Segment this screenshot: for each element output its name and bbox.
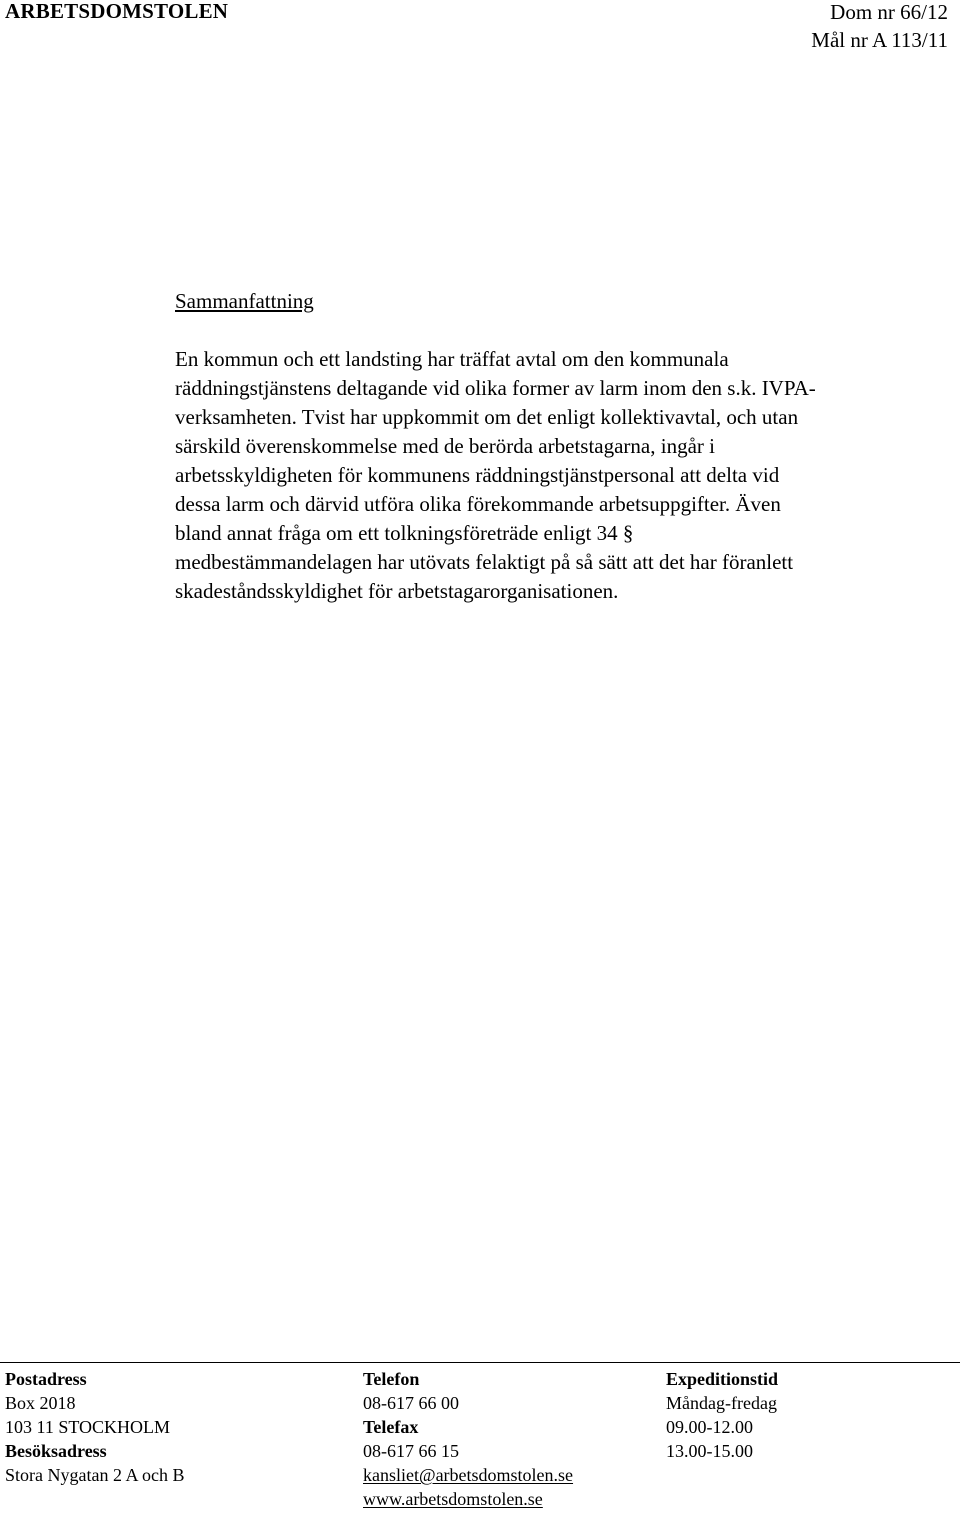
- summary-body: [175, 345, 920, 606]
- fax-number: 08-617 66 15: [363, 1441, 459, 1461]
- phone-number: 08-617 66 00: [363, 1393, 459, 1413]
- summary-line: bland annat fråga om ett tolkningsföreträde enligt 34 §: [175, 521, 634, 545]
- summary-line: verksamheten. Tvist har uppkommit om det enligt kollektivavtal, och utan: [175, 405, 799, 429]
- footer-postal-column: [5, 1367, 184, 1487]
- email-link[interactable]: kansliet@arbetsdomstolen.se: [363, 1465, 574, 1485]
- visiting-address-label: Besöksadress: [5, 1441, 107, 1461]
- phone-label: Telefon: [363, 1369, 420, 1389]
- case-number: Mål nr A 113/11: [811, 28, 948, 52]
- summary-line: räddningstjänstens deltagande vid olika former av larm inom den s.k. IVPA-: [175, 376, 816, 400]
- summary-line: arbetsskyldigheten för kommunens räddningstjänstpersonal att delta vid: [175, 463, 780, 487]
- fax-label: Telefax: [363, 1417, 419, 1437]
- judgment-number: Dom nr 66/12: [830, 0, 948, 24]
- website-link[interactable]: www.arbetsdomstolen.se: [363, 1489, 543, 1509]
- footer-contact-column: [363, 1367, 573, 1511]
- summary-line: särskild överenskommelse med de berörda arbetstagarna, ingår i: [175, 434, 715, 458]
- summary-line: En kommun och ett landsting har träffat avtal om den kommunala: [175, 347, 729, 371]
- office-hours-morning: 09.00-12.00: [666, 1417, 753, 1437]
- postal-city: 103 11 STOCKHOLM: [5, 1417, 171, 1437]
- summary-line: medbestämmandelagen har utövats felaktigt på så sätt att det har föranlett: [175, 550, 794, 574]
- summary-line: dessa larm och därvid utföra olika förekommande arbetsuppgifter. Även: [175, 492, 781, 516]
- summary-line: skadeståndsskyldighet för arbetstagarorganisationen.: [175, 579, 619, 603]
- postal-box: Box 2018: [5, 1393, 76, 1413]
- visiting-street: Stora Nygatan 2 A och B: [5, 1465, 185, 1485]
- office-hours-afternoon: 13.00-15.00: [666, 1441, 753, 1461]
- office-hours-label: Expeditionstid: [666, 1369, 779, 1389]
- postal-address-label: Postadress: [5, 1369, 87, 1389]
- footer-hours-column: [666, 1367, 778, 1463]
- court-name: ARBETSDOMSTOLEN: [5, 0, 229, 23]
- case-info: [811, 0, 948, 54]
- office-days: Måndag-fredag: [666, 1393, 777, 1413]
- footer-divider: [0, 1362, 960, 1363]
- summary-heading: Sammanfattning: [175, 289, 314, 313]
